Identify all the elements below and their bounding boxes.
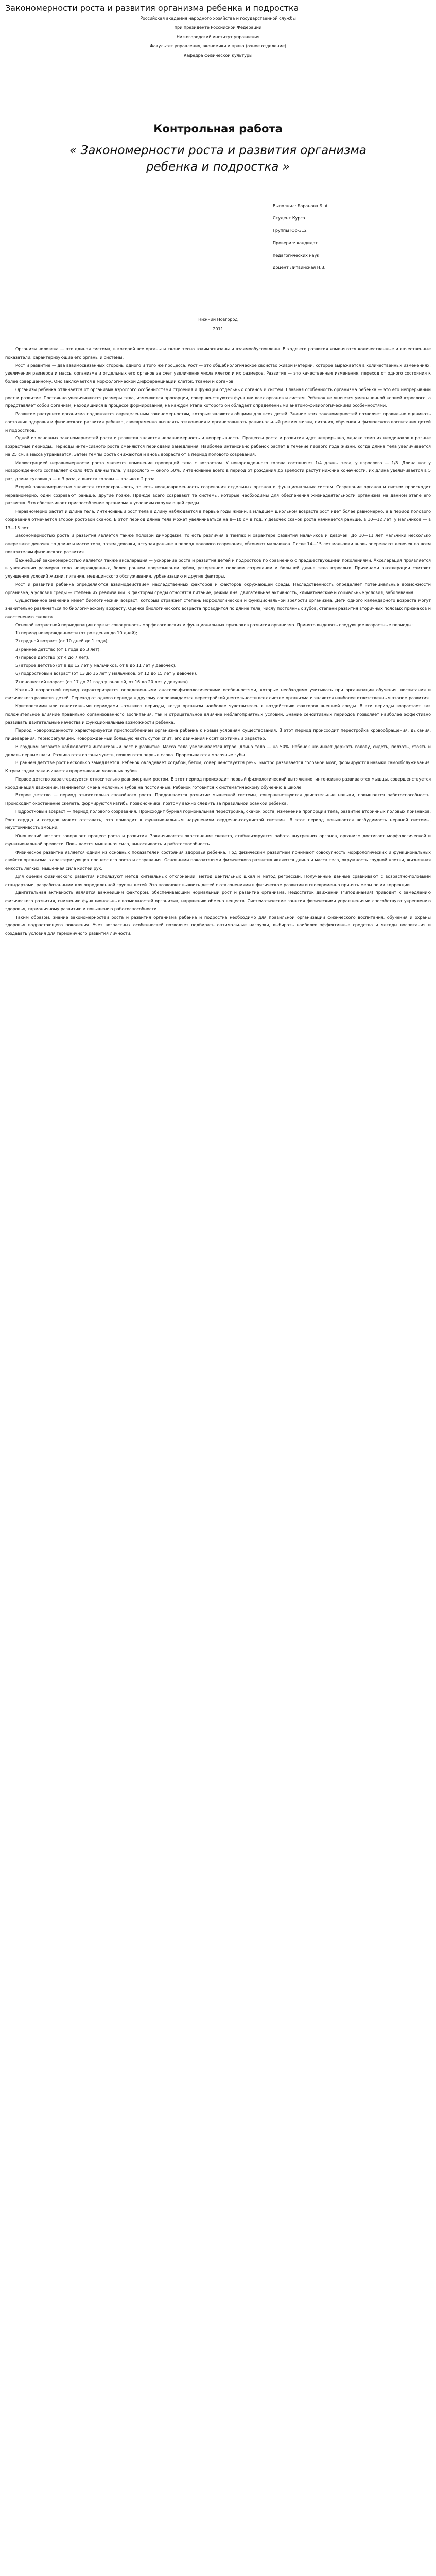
- institution-line: Кафедра физической культуры: [183, 53, 253, 58]
- city-year-block: [5, 315, 431, 334]
- body-paragraph: Второй закономерностью является гетерохронность, то есть неодновременность созревания отдельных органов и функциональных систем. Созревание органов и систем происходит неравномерно: одни созревают раньше, другие позже. Прежде всего созревают те системы, которые необходимы для обеспечения жизнедеятельности организма на данном этапе его развития. Это обеспечивает приспособление организма к условиям окружающей среды.: [5, 484, 431, 506]
- body-paragraph: Критическими или сенситивными периодами называют периоды, когда организм наиболее чувствителен к воздействию факторов внешней среды. В эти периоды возрастает как положительное влияние правильно организованного воспитания, так и отрицательное влияние неблагоприятных условий. Знание сенситивных периодов позволяет наиболее эффективно развивать двигательные качества и функциональные возможности ребенка.: [5, 704, 431, 725]
- body-paragraph: Второе детство — период относительно спокойного роста. Продолжается развитие мышечной системы, совершенствуются двигательные навыки, повышается работоспособность. Происходит окостенение скелета, формируются изгибы позвоночника, поэтому важно следить за правильной осанкой ребенка.: [5, 793, 431, 806]
- work-type-heading: Контрольная работа: [153, 123, 283, 135]
- body-paragraph: 6) подростковый возраст (от 13 до 16 лет у мальчиков, от 12 до 15 лет у девочек);: [15, 671, 198, 676]
- body-paragraph: Для оценки физического развития используют метод сигмальных отклонений, метод центильных шкал и метод регрессии. Полученные данные сравнивают с возрастно-половыми стандартами, разработанными для определенной группы детей. Это позволяет выявить детей с отклонениями в физическом развитии и своевременно принять меры по их коррекции.: [5, 874, 431, 887]
- body-paragraph: Развитие растущего организма подчиняется определенным закономерностям, которые являются общими для всех детей. Знание этих закономерностей позволяет правильно оценивать состояние здоровья и физического развития ребенка, своевременно выявлять отклонения и организовывать рациональный режим жизни, питания, обучения и физического воспитания детей и подростков.: [5, 412, 431, 433]
- document-title: Закономерности роста и развития организма ребенка и подростка: [5, 3, 299, 13]
- body-paragraph: Организм ребенка отличается от организма взрослого особенностями строения и функций отдельных органов и систем. Главная особенность организма ребенка — это его непрерывный рост и развитие. Постоянно увеличиваются размеры тела, изменяются пропорции, совершенствуются функции всех органов и систем. Ребенок не является уменьшенной копией взрослого, а представляет собой организм, находящийся в процессе формирования, на каждом этапе которого он обладает определенными анатомо-физиологическими особенностями.: [5, 387, 431, 409]
- title-page: [0, 14, 436, 334]
- body-paragraph: Каждый возрастной период характеризуется определенными анатомо-физиологическими особенностями, которые необходимо учитывать при организации обучения, воспитания и физического развития детей. Переход от одного периода к другому сопровождается перестройкой деятельности всех систем организма и является наиболее ответственным этапом развития.: [5, 687, 431, 701]
- body-paragraph: Одной из основных закономерностей роста и развития является неравномерность и непрерывность. Процессы роста и развития идут непрерывно, однако темп их неодинаков в разные возрастные периоды. Периоды интенсивного роста сменяются периодами замедления. Наиболее интенсивно ребенок растет в течение первого года жизни, когда длина тела увеличивается на 25 см, а масса утраивается. Затем темпы роста снижаются и вновь возрастают в период полового созревания.: [5, 436, 431, 457]
- body-paragraph: Таким образом, знание закономерностей роста и развития организма ребенка и подростка необходимо для правильной организации физического воспитания, обучения и охраны здоровья подрастающего поколения. Учет возрастных особенностей позволяет подбирать оптимальные нагрузки, выбирать наиболее эффективные средства и методы воспитания и создавать условия для гармоничного развития личности.: [5, 914, 431, 936]
- institution-line: при президенте Российской Федерации: [174, 25, 262, 30]
- body-paragraph: Подростковый возраст — период полового созревания. Происходит бурная гормональная перестройка, скачок роста, изменение пропорций тела, развитие вторичных половых признаков. Рост сердца и сосудов может отставать, что приводит к функциональным нарушениям сердечно-сосудистой системы. В этот период повышается возбудимость нервной системы, неустойчивость эмоций.: [5, 809, 431, 831]
- author-line: педагогических наук,: [273, 253, 321, 258]
- body-paragraph: Двигательная активность является важнейшим фактором, обеспечивающим нормальный рост и развитие организма. Недостаток движений (гиподинамия) приводит к замедлению физического развития, снижению функциональных возможностей организма, нарушению обмена веществ. Систематические занятия физическими упражнениями способствуют укреплению здоровья, гармоничному развитию и повышению работоспособности.: [5, 890, 431, 911]
- body-paragraph: Основой возрастной периодизации служит совокупность морфологических и функциональных признаков развития организма. Принято выделять следующие возрастные периоды:: [15, 622, 413, 628]
- body-paragraph: Период новорожденности характеризуется приспособлением организма ребенка к новым условиям существования. В этот период происходит перестройка кровообращения, дыхания, пищеварения, терморегуляции. Новорожденный большую часть суток спит, его движения носят хаотичный характер.: [5, 728, 431, 741]
- body-paragraph: Закономерностью роста и развития является также половой диморфизм, то есть различия в темпах и характере развития мальчиков и девочек. До 10—11 лет мальчики несколько опережают девочек по длине и массе тела, затем девочки, вступая раньше в период полового созревания, обгоняют мальчиков. После 14—15 лет мальчики вновь опережают девочек по всем показателям физического развития.: [5, 533, 431, 554]
- body-paragraph: Иллюстрацией неравномерности роста является изменение пропорций тела с возрастом. У новорожденного голова составляет 1/4 длины тела, у взрослого — 1/8. Длина ног у новорожденного составляет около 40% длины тела, у взрослого — около 50%. Интенсивнее всего в период от рождения до зрелости растут нижние конечности, их длина увеличивается в 5 раз, длина туловища — в 3 раза, а высота головы — только в 2 раза.: [5, 460, 431, 481]
- body-paragraph: Физическое развитие является одним из основных показателей состояния здоровья ребенка. Под физическим развитием понимают совокупность морфологических и функциональных свойств организма, характеризующих процесс его роста и созревания. Основными показателями физического развития являются длина и масса тела, окружность грудной клетки, жизненная емкость легких, мышечная сила кистей рук.: [5, 850, 431, 871]
- body-paragraph: 7) юношеский возраст (от 17 до 21 года у юношей, от 16 до 20 лет у девушек).: [15, 679, 189, 684]
- body-paragraph: Юношеский возраст завершает процесс роста и развития. Заканчивается окостенение скелета, стабилизируется работа внутренних органов, организм достигает морфологической и функциональной зрелости. Повышается мышечная сила, выносливость и работоспособность.: [5, 834, 431, 846]
- body-paragraph: Первое детство характеризуется относительно равномерным ростом. В этот период происходит первый физиологический вытяжение, интенсивно развиваются мышцы, совершенствуется координация движений. Начинается смена молочных зубов на постоянные. Ребенок готовится к систематическому обучению в школе.: [5, 776, 431, 790]
- institution-line: Нижегородский институт управления: [176, 35, 260, 39]
- institution-line: Факультет управления, экономики и права (очное отделение): [149, 44, 286, 48]
- body-paragraph: В раннем детстве рост несколько замедляется. Ребенок овладевает ходьбой, бегом, совершенствуется речь. Быстро развивается головной мозг, формируются навыки самообслуживания. К трем годам заканчивается прорезывание молочных зубов.: [5, 760, 431, 773]
- body-paragraph: Организм человека — это единая система, в которой все органы и ткани тесно взаимосвязаны и взаимообусловлены. В ходе его развития изменяются количественные и качественные показатели, характеризующие его органы и системы.: [5, 347, 431, 360]
- author-line: Группы Юр-312: [273, 228, 307, 233]
- author-line: Проверил: кандидат: [273, 241, 318, 245]
- body-paragraph: Существенное значение имеет биологический возраст, который отражает степень морфологической и функциональной зрелости организма. Дети одного календарного возраста могут значительно различаться по биологическому возрасту. Оценка биологического возраста проводится по длине тела, числу постоянных зубов, степени развития вторичных половых признаков и окостенению скелета.: [5, 598, 431, 619]
- body-paragraph: 2) грудной возраст (от 10 дней до 1 года);: [15, 639, 109, 643]
- body-paragraph: Рост и развитие — два взаимосвязанных стороны одного и того же процесса. Рост — это общебиологическое свойство живой материи, которое выражается в количественных изменениях: увеличении размеров и массы организма и отдельных его органов за счет увеличения числа клеток и их размеров. Развитие — это качественные изменения, переход от одного состояния к более совершенному. Оно заключается в морфологической дифференциации клеток, тканей и органов.: [5, 363, 431, 384]
- year: 2011: [213, 327, 223, 331]
- body-paragraph: В грудном возрасте наблюдается интенсивный рост и развитие. Масса тела увеличивается втрое, длина тела — на 50%. Ребенок начинает держать голову, сидеть, ползать, стоять и делать первые шаги. Развиваются органы чувств, появляются первые слова. Прорезываются молочные зубы.: [5, 744, 431, 757]
- body-paragraph: Важнейшей закономерностью является также акселерация — ускорение роста и развития детей и подростков по сравнению с предшествующими поколениями. Акселерация проявляется в увеличении размеров тела новорожденных, более раннем прорезывании зубов, ускоренном половом созревании и большей длине тела взрослых. Причинами акселерации считают улучшение условий жизни, питания, медицинского обслуживания, урбанизацию и другие факторы.: [5, 557, 431, 579]
- work-topic-heading: « Закономерности роста и развития организма ребенка и подростка »: [69, 144, 367, 174]
- body-text: [0, 345, 436, 938]
- body-paragraph: 5) второе детство (от 8 до 12 лет у мальчиков, от 8 до 11 лет у девочек);: [15, 663, 177, 668]
- author-line: Выполнил: Баранова Б. А.: [273, 204, 329, 208]
- city: Нижний Новгород: [198, 317, 238, 322]
- author-line: доцент Литвинская Н.В.: [273, 265, 326, 270]
- body-paragraph: 4) первое детство (от 4 до 7 лет);: [15, 655, 90, 660]
- body-paragraph: 1) период новорожденности (от рождения до 10 дней);: [15, 631, 137, 636]
- body-paragraph: 3) раннее детство (от 1 года до 3 лет);: [15, 647, 101, 652]
- institution-block: [5, 14, 431, 60]
- body-paragraph: Неравномерно растет и длина тела. Интенсивный рост тела в длину наблюдается в первые годы жизни, в младшем школьном возрасте рост идет более равномерно, а в период полового созревания отмечается второй ростовой скачок. В этот период длина тела может увеличиваться на 8—10 см в год. У девочек скачок роста начинается раньше, в 10—12 лет, у мальчиков — в 13—15 лет.: [5, 509, 431, 530]
- author-line: Студент Курса: [273, 216, 305, 221]
- institution-line: Российская академия народного хозяйства и государственной службы: [140, 16, 296, 21]
- body-paragraph: Рост и развитие ребенка определяются взаимодействием наследственных факторов и факторов окружающей среды. Наследственность определяет потенциальные возможности организма, а условия среды — степень их реализации. К факторам среды относятся питание, режим дня, двигательная активность, климатические и социальные условия, заболевания.: [5, 582, 431, 595]
- author-block: [5, 200, 431, 274]
